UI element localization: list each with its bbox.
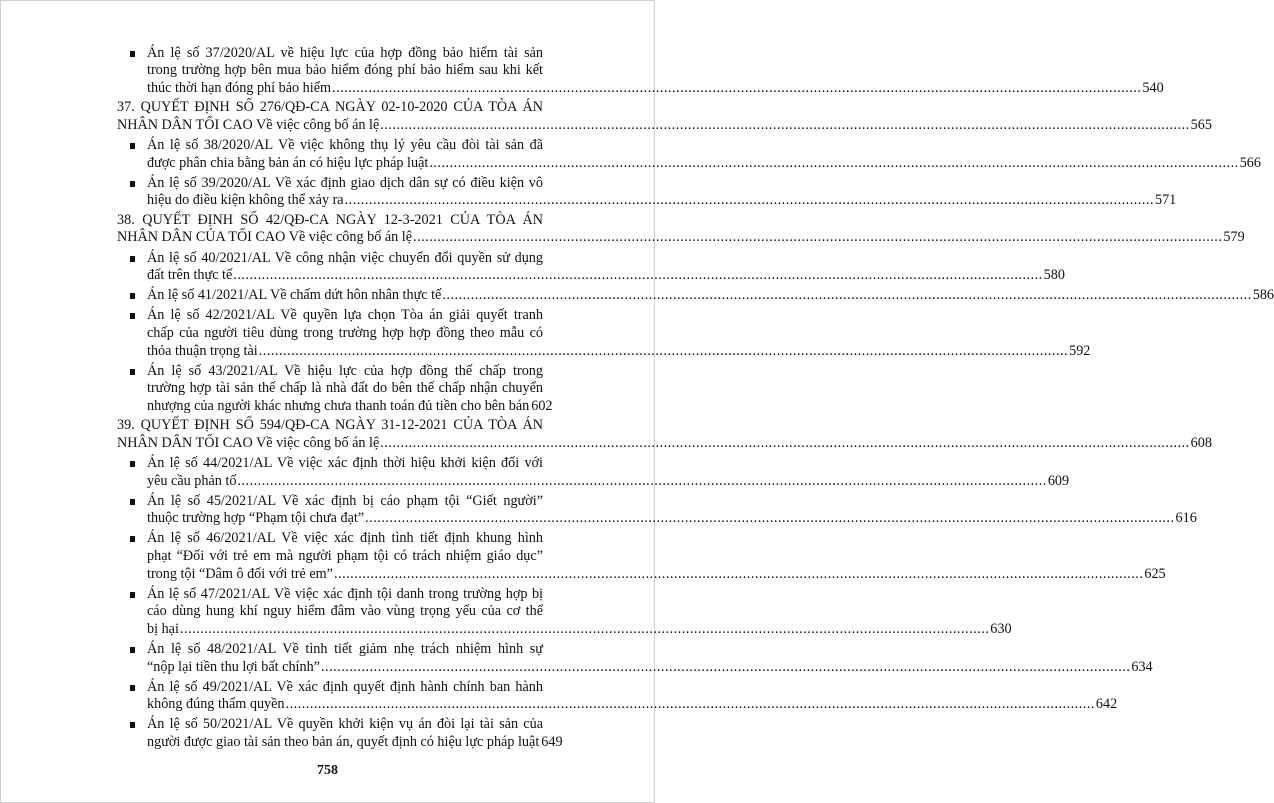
toc-leader-line: [117, 116, 1212, 135]
toc-entry-title: đất trên thực tế: [147, 267, 233, 284]
toc-text-line: Án lệ số 43/2021/AL Về hiệu lực của hợp đồng thế chấp trong: [147, 362, 543, 379]
toc-section: [117, 417, 1212, 452]
toc-page-number: 608: [1190, 434, 1212, 451]
dot-leader: ........................................................................................................................................................................................................: [365, 510, 1175, 527]
dot-leader: ........................................................................................................................................................................................................: [237, 472, 1047, 489]
bullet-icon: [130, 256, 135, 262]
toc-entry: [117, 287, 1274, 305]
toc-page-number: 609: [1047, 472, 1070, 489]
bullet-icon: [130, 369, 135, 375]
toc-leader-line: [147, 510, 1197, 528]
toc-text-line: trường hợp tài sản thế chấp là nhà đất do bên thế chấp nhận chuyển: [147, 380, 543, 397]
toc-entry: [117, 530, 1166, 583]
bullet-icon: [130, 722, 135, 728]
dot-leader: ........................................................................................................................................................................................................: [258, 342, 1069, 359]
toc-text-line: Án lệ số 47/2021/AL Về việc xác định tội danh trong trường hợp bị: [147, 585, 543, 602]
toc-page-number: 634: [1131, 658, 1153, 675]
toc-entry-title: NHÂN DÂN TỐI CAO Về việc công bố án lệ: [117, 116, 380, 133]
toc-section: [117, 211, 1245, 247]
toc-text-line: Án lệ số 39/2020/AL Về xác định giao dịch dân sự có điều kiện vô: [147, 174, 543, 191]
toc-entry: [117, 307, 1091, 360]
toc-leader-line: [147, 565, 1166, 584]
toc-leader-line: [147, 620, 1012, 639]
toc-entry: [117, 455, 1070, 490]
toc-leader-line: [147, 696, 1118, 714]
toc-entry-title: thúc thời hạn đóng phí bảo hiểm: [147, 79, 332, 96]
toc-entry-title: nhượng của người khác nhưng chưa thanh toán đủ tiền cho bên bán: [147, 397, 530, 414]
bullet-icon: [130, 461, 135, 467]
bullet-icon: [130, 536, 135, 542]
bullet-icon: [130, 592, 135, 598]
toc-section: [117, 99, 1212, 134]
dot-leader: ........................................................................................................................................................................................................: [332, 79, 1142, 96]
toc-page-number: 540: [1142, 79, 1164, 96]
bullet-icon: [130, 685, 135, 691]
toc-text-line: Án lệ số 44/2021/AL Về việc xác định thời hiệu khởi kiện đối với: [147, 455, 543, 472]
toc-entry: [117, 249, 1065, 285]
toc-leader-line: [147, 192, 1177, 210]
dot-leader: ........................................................................................................................................................................................................: [380, 434, 1190, 451]
page-number: 758: [317, 763, 338, 778]
toc-entry-title: thỏa thuận trọng tài: [147, 342, 258, 359]
toc-page-number: 616: [1175, 510, 1197, 527]
toc-entry-title: thuộc trường hợp “Phạm tội chưa đạt”: [147, 510, 365, 527]
toc-entry-title: yêu cầu phản tố: [147, 472, 237, 489]
toc-page-number: 586: [1252, 287, 1274, 304]
toc-leader-line: [147, 267, 1065, 285]
toc-entry-title: trong tội “Dâm ô đối với trẻ em”: [147, 565, 333, 582]
bullet-icon: [130, 181, 135, 187]
toc-leader-line: [117, 434, 1212, 453]
dot-leader: ........................................................................................................................................................................................................: [333, 565, 1144, 582]
toc-text-line: Án lệ số 38/2020/AL Về việc không thụ lý yêu cầu đòi tài sản đã: [147, 136, 543, 153]
toc-text-line: Án lệ số 37/2020/AL về hiệu lực của hợp đồng bảo hiểm tài sản: [147, 44, 543, 61]
toc-leader-line: [147, 658, 1153, 677]
toc-text-line: phạt “Đối với trẻ em mà người phạm tội có trách nhiệm giáo dục”: [147, 548, 543, 565]
toc-page-number: 571: [1154, 192, 1177, 209]
toc-text-line: Án lệ số 48/2021/AL Về tình tiết giảm nhẹ trách nhiệm hình sự: [147, 641, 543, 657]
bullet-icon: [130, 51, 135, 57]
toc-leader-line: [147, 342, 1091, 361]
toc-entry-title: không đúng thẩm quyền: [147, 696, 285, 713]
table-of-contents: [117, 42, 1274, 752]
toc-text-line: 37. QUYẾT ĐỊNH SỐ 276/QĐ-CA NGÀY 02-10-2020 CỦA TÒA ÁN: [117, 99, 543, 116]
toc-page-number: 579: [1223, 229, 1245, 246]
toc-entry: [117, 44, 1164, 98]
toc-entry-title: NHÂN DÂN CỦA TỐI CAO Về việc công bố án lệ: [117, 229, 413, 246]
toc-entry: [117, 174, 1177, 210]
toc-leader-line: [147, 79, 1164, 98]
toc-page-number: 649: [541, 733, 563, 750]
toc-entry-title: được phân chia bằng bản án có hiệu lực pháp luật: [147, 154, 429, 171]
toc-text-line: 39. QUYẾT ĐỊNH SỐ 594/QĐ-CA NGÀY 31-12-2021 CỦA TÒA ÁN: [117, 417, 543, 434]
toc-entry-title: NHÂN DÂN TỐI CAO Về việc công bố án lệ: [117, 434, 380, 451]
dot-leader: ........................................................................................................................................................................................................: [344, 192, 1154, 209]
dot-leader: ........................................................................................................................................................................................................: [179, 620, 990, 637]
toc-entry-title: người được giao tài sản theo bản án, quyết định có hiệu lực pháp luật: [147, 733, 540, 750]
dot-leader: ........................................................................................................................................................................................................: [442, 287, 1252, 304]
toc-leader-line: [117, 229, 1245, 247]
toc-leader-line: [147, 287, 1274, 305]
toc-entry-title: “nộp lại tiền thu lợi bất chính”: [147, 658, 320, 675]
toc-leader-line: [147, 397, 553, 416]
dot-leader: ........................................................................................................................................................................................................: [320, 658, 1131, 675]
toc-page-number: 625: [1144, 565, 1166, 582]
dot-leader: ........................................................................................................................................................................................................: [380, 116, 1190, 133]
toc-entry-title: Án lệ số 41/2021/AL Về chấm dứt hôn nhân thực tế: [147, 287, 442, 304]
toc-page-number: 565: [1190, 116, 1212, 133]
bullet-icon: [130, 313, 135, 319]
toc-text-line: Án lệ số 45/2021/AL Về xác định bị cáo phạm tội “Giết người”: [147, 492, 543, 509]
toc-text-line: cáo dùng hung khí nguy hiểm đâm vào vùng trọng yếu của cơ thể: [147, 603, 543, 620]
toc-leader-line: [147, 733, 563, 752]
dot-leader: ........................................................................................................................................................................................................: [233, 267, 1043, 284]
toc-text-line: Án lệ số 42/2021/AL Về quyền lựa chọn Tòa án giải quyết tranh: [147, 307, 543, 324]
toc-page-number: 566: [1239, 154, 1261, 171]
toc-text-line: trong trường hợp bên mua bảo hiểm đóng phí bảo hiểm sau khi kết: [147, 62, 543, 79]
bullet-icon: [130, 143, 135, 149]
toc-entry: [117, 678, 1118, 714]
toc-entry: [117, 136, 1261, 172]
toc-entry: [117, 716, 563, 751]
toc-page-number: 592: [1069, 342, 1091, 359]
toc-entry-title: bị hại: [147, 620, 179, 637]
toc-page-number: 630: [990, 620, 1012, 637]
toc-entry-title: hiệu do điều kiện không thể xảy ra: [147, 192, 344, 209]
toc-text-line: 38. QUYẾT ĐỊNH SỐ 42/QĐ-CA NGÀY 12-3-2021 CỦA TÒA ÁN: [117, 211, 543, 228]
dot-leader: ........................................................................................................................................................................................................: [413, 229, 1223, 246]
toc-page-number: 580: [1043, 267, 1065, 284]
dot-leader: ........................................................................................................................................................................................................: [429, 154, 1239, 171]
toc-text-line: Án lệ số 46/2021/AL Về việc xác định tình tiết định khung hình: [147, 530, 543, 547]
toc-page-number: 602: [531, 397, 553, 414]
toc-leader-line: [147, 154, 1261, 173]
toc-entry: [117, 492, 1197, 528]
dot-leader: ........................................................................................................................................................................................................: [285, 696, 1095, 713]
toc-text-line: chấp của người tiêu dùng trong trường hợp hợp đồng theo mẫu có: [147, 324, 543, 341]
toc-text-line: Án lệ số 40/2021/AL Về công nhận việc chuyển đổi quyền sử dụng: [147, 249, 543, 266]
toc-entry: [117, 362, 553, 416]
bullet-icon: [130, 499, 135, 505]
toc-leader-line: [147, 472, 1070, 491]
toc-text-line: Án lệ số 49/2021/AL Về xác định quyết định hành chính ban hành: [147, 678, 543, 695]
toc-text-line: Án lệ số 50/2021/AL Về quyền khởi kiện vụ án đòi lại tài sản của: [147, 716, 543, 733]
bullet-icon: [130, 647, 135, 653]
toc-page-number: 642: [1095, 696, 1118, 713]
toc-entry: [117, 641, 1153, 676]
toc-entry: [117, 585, 1012, 639]
bullet-icon: [130, 293, 135, 299]
